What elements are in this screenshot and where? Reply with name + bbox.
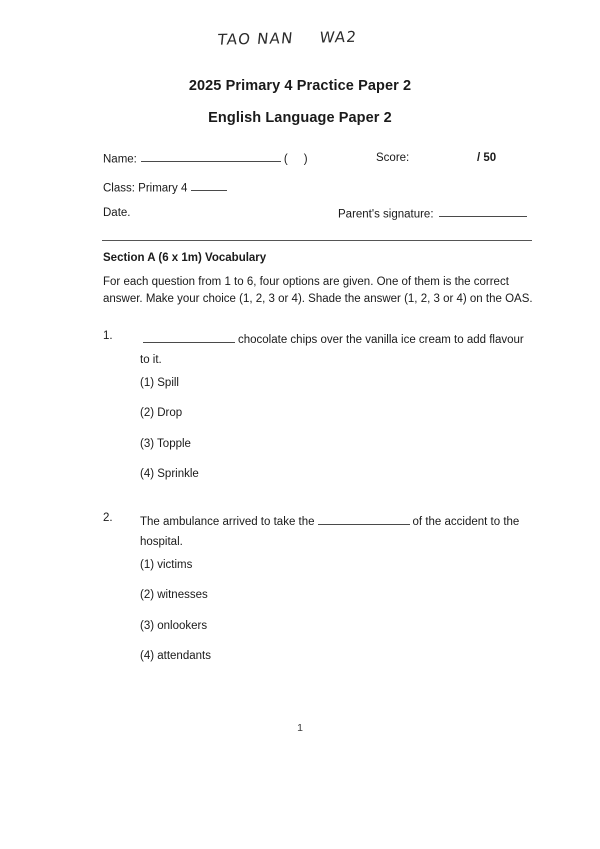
class-input[interactable]: [191, 181, 227, 191]
question-number: 1.: [103, 330, 113, 342]
parent-signature-label: Parent's signature:: [338, 208, 434, 221]
name-input[interactable]: [141, 152, 281, 162]
page-title: 2025 Primary 4 Practice Paper 2: [188, 78, 412, 94]
class-field: [103, 181, 227, 194]
question-text: [140, 330, 535, 371]
option-item[interactable]: (3) Topple: [140, 437, 191, 450]
question-text-after-blank: of the accident to the hospital.: [140, 516, 520, 549]
option-list: [140, 378, 535, 500]
header-divider: [102, 240, 532, 241]
handwriting-spacer: [293, 43, 319, 44]
date-label: Date.: [103, 207, 131, 219]
question-text-before-blank: The ambulance arrived to take the: [140, 516, 315, 528]
option-item[interactable]: (1) victims: [140, 558, 193, 571]
parent-signature-field: [338, 207, 527, 220]
handwritten-class-code: WA2: [318, 27, 359, 47]
index-close-paren: ): [303, 153, 308, 166]
handwritten-annotation: [217, 25, 479, 48]
parent-signature-input[interactable]: [439, 207, 527, 217]
option-item[interactable]: (4) attendants: [140, 650, 211, 663]
name-label: Name:: [103, 153, 137, 166]
option-item[interactable]: (3) onlookers: [140, 619, 208, 632]
question-text: [140, 512, 535, 553]
option-list: [140, 560, 535, 682]
score-total: / 50: [477, 152, 497, 164]
answer-blank[interactable]: [318, 515, 410, 525]
question-item: [103, 330, 535, 500]
section-instructions: For each question from 1 to 6, four options are given. One of them is the correct answer. Make your choice (1, 2, 3 or 4). Shade the answer (1, 2, 3 or 4) on the OAS.: [103, 276, 533, 305]
handwritten-school: TAO NAN: [216, 29, 295, 49]
option-item[interactable]: (2) Drop: [140, 407, 183, 420]
name-field: [103, 152, 308, 165]
index-open-paren: (: [283, 153, 288, 166]
page-number: 1: [297, 722, 303, 734]
question-number: 2.: [103, 512, 113, 524]
page-subtitle: English Language Paper 2: [208, 110, 392, 126]
question-item: [103, 512, 535, 682]
question-text-after-blank: chocolate chips over the vanilla ice cream to add flavour to it.: [140, 334, 524, 367]
answer-blank[interactable]: [143, 333, 235, 343]
option-item[interactable]: (2) witnesses: [140, 589, 208, 602]
option-item[interactable]: (4) Sprinkle: [140, 468, 199, 481]
class-label: Class: Primary 4: [103, 182, 188, 195]
section-heading: Section A (6 x 1m) Vocabulary: [103, 252, 267, 264]
score-label: Score:: [376, 152, 410, 164]
option-item[interactable]: (1) Spill: [140, 376, 179, 389]
